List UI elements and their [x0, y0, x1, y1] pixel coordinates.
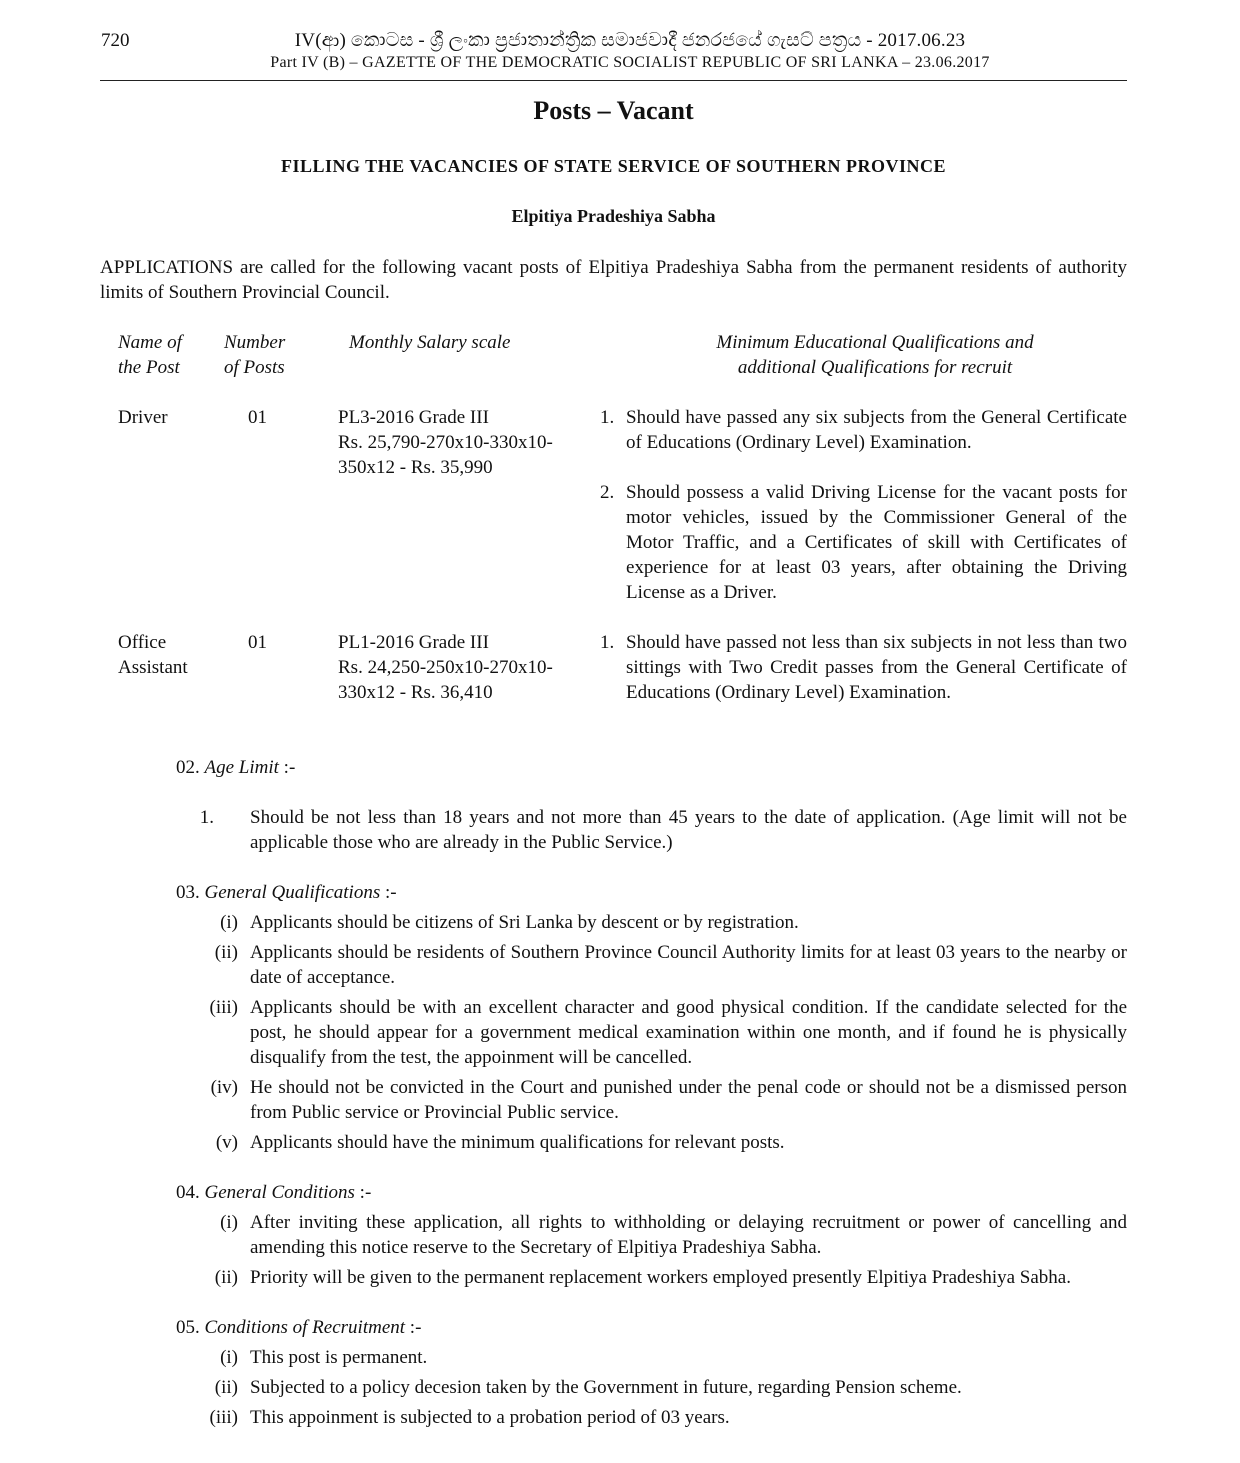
list-item — [200, 995, 1127, 1070]
col-header-name-line2: the Post — [118, 357, 180, 378]
post-name-line: Assistant — [118, 657, 188, 678]
section-title: General Qualifications — [204, 882, 381, 903]
section-title: Age Limit — [204, 757, 279, 778]
salary-line: PL3-2016 Grade III — [338, 407, 489, 428]
list-item — [200, 1075, 1127, 1125]
list-item — [200, 940, 1127, 990]
page-number: 720 — [101, 30, 130, 51]
section-title: Conditions of Recruitment — [204, 1317, 406, 1338]
list-item — [200, 910, 1127, 935]
item-number: (iv) — [210, 1077, 238, 1098]
list-item — [176, 805, 1127, 855]
col-header-qual-line2: additional Qualifications for recruit — [737, 357, 1013, 378]
post-count-office-assistant: 01 — [248, 632, 267, 653]
notice-subtitle: FILLING THE VACANCIES OF STATE SERVICE OF SOUTHERN PROVINCE — [280, 156, 946, 176]
item-text: He should not be convicted in the Court and punished under the penal code or should not be a dismissed person from Public service or Provincial Public service. — [250, 1077, 1127, 1123]
item-number: (ii) — [214, 942, 238, 963]
item-text: Applicants should be citizens of Sri Lanka by descent or by registration. — [250, 912, 799, 933]
salary-line: 330x12 - Rs. 36,410 — [338, 682, 493, 703]
salary-line: Rs. 25,790-270x10-330x10- — [338, 432, 553, 453]
item-number: (i) — [220, 1347, 238, 1368]
col-header-number-line2: of Posts — [224, 357, 285, 378]
item-text: Applicants should have the minimum qualifications for relevant posts. — [250, 1132, 785, 1153]
section-suffix: :- — [380, 882, 397, 903]
authority-name: Elpitiya Pradeshiya Sabha — [511, 206, 716, 226]
qualification-number: 1. — [600, 632, 615, 653]
qualification-number: 2. — [600, 482, 615, 503]
list-item — [200, 1130, 1127, 1155]
post-name-office-assistant — [118, 630, 188, 680]
item-number: 1. — [199, 807, 214, 828]
col-header-number — [224, 330, 285, 380]
list-item — [200, 1265, 1127, 1290]
intro-paragraph: APPLICATIONS are called for the following vacant posts of Elpitiya Pradeshiya Sabha from the permanent residents of authority limits of Southern Provincial Council. — [100, 257, 1127, 303]
item-text: Applicants should be residents of Southern Province Council Authority limits for at least 03 years to the nearby or date of acceptance. — [250, 942, 1127, 988]
col-header-salary: Monthly Salary scale — [349, 332, 511, 353]
page-title: Posts – Vacant — [533, 96, 694, 125]
list-item — [200, 1375, 1127, 1400]
item-number: (iii) — [209, 1407, 238, 1428]
item-text: Should be not less than 18 years and not more than 45 years to the date of application. (Age limit will not be applicable those who are already in the Public Service.) — [250, 807, 1127, 853]
salary-line: Rs. 24,250-250x10-270x10- — [338, 657, 553, 678]
item-number: (v) — [215, 1132, 238, 1153]
salary-line: 350x12 - Rs. 35,990 — [338, 457, 493, 478]
section-heading-general-qualifications — [176, 880, 397, 905]
section-heading-age-limit — [176, 755, 295, 780]
section-title: General Conditions — [204, 1182, 355, 1203]
list-item — [200, 1345, 1127, 1370]
qualification-text: Should have passed not less than six subjects in not less than two sittings with Two Credit passes from the General Certificate of Educations (Ordinary Level) Examination. — [626, 632, 1127, 703]
post-name-line: Office — [118, 632, 167, 653]
col-header-qualifications — [600, 330, 1150, 380]
item-text: This appoinment is subjected to a probation period of 03 years. — [250, 1407, 730, 1428]
qualification-item — [600, 630, 1127, 705]
section-number: 03. — [176, 882, 200, 903]
section-suffix: :- — [278, 757, 296, 778]
item-number: (i) — [220, 912, 238, 933]
item-number: (iii) — [209, 997, 238, 1018]
item-text: Applicants should be with an excellent character and good physical condition. If the candidate selected for the post, he should appear for a government medical examination within one month, and if found he is physically disqualify from the test, the appoinment will be cancelled. — [250, 997, 1127, 1068]
list-item — [200, 1405, 1127, 1430]
item-text: After inviting these application, all rights to withholding or delaying recruitment or power of cancelling and amending this notice reserve to the Secretary of Elpitiya Pradeshiya Sabha. — [250, 1212, 1127, 1258]
item-number: (ii) — [214, 1267, 238, 1288]
section-heading-conditions-of-recruitment — [176, 1315, 421, 1340]
qualification-item — [600, 480, 1127, 605]
col-header-name — [118, 330, 182, 380]
post-count-driver: 01 — [248, 407, 267, 428]
section-suffix: :- — [354, 1182, 372, 1203]
section-number: 02. — [176, 757, 200, 778]
salary-scale-driver — [338, 405, 553, 480]
item-number: (ii) — [214, 1377, 238, 1398]
item-text: Priority will be given to the permanent replacement workers employed presently Elpitiya Pradeshiya Sabha. — [250, 1267, 1071, 1288]
salary-scale-office-assistant — [338, 630, 553, 705]
col-header-number-line1: Number — [224, 332, 286, 353]
section-suffix: :- — [405, 1317, 422, 1338]
section-number: 04. — [176, 1182, 200, 1203]
item-text: Subjected to a policy decesion taken by the Government in future, regarding Pension scheme. — [250, 1377, 962, 1398]
gazette-header-english: Part IV (B) – GAZETTE OF THE DEMOCRATIC SOCIALIST REPUBLIC OF SRI LANKA – 23.06.2017 — [270, 54, 990, 71]
section-heading-general-conditions — [176, 1180, 371, 1205]
qualification-text: Should have passed any six subjects from the General Certificate of Educations (Ordinary Level) Examination. — [626, 407, 1127, 453]
qualification-number: 1. — [600, 407, 615, 428]
salary-line: PL1-2016 Grade III — [338, 632, 489, 653]
qualification-text: Should possess a valid Driving License for the vacant posts for motor vehicles, issued by the Commissioner General of the Motor Traffic, and a Certificates of skill with Certificates of experience for at least 03 years, after obtaining the Driving License as a Driver. — [626, 482, 1127, 603]
header-divider — [100, 80, 1127, 81]
section-number: 05. — [176, 1317, 200, 1338]
post-name-driver: Driver — [118, 407, 168, 428]
item-number: (i) — [220, 1212, 238, 1233]
col-header-name-line1: Name of — [118, 332, 182, 353]
gazette-header-sinhala: IV(ආ) කොටස - ශ්‍රී ලංකා ප්‍රජාතාන්ත්‍රික සමාජවාදී ජනරජයේ ගැසට් පත්‍රය - 2017.06.23 — [294, 30, 966, 51]
col-header-qual-line1: Minimum Educational Qualifications and — [716, 332, 1034, 353]
list-item — [200, 1210, 1127, 1260]
item-text: This post is permanent. — [250, 1347, 428, 1368]
qualification-item — [600, 405, 1127, 455]
